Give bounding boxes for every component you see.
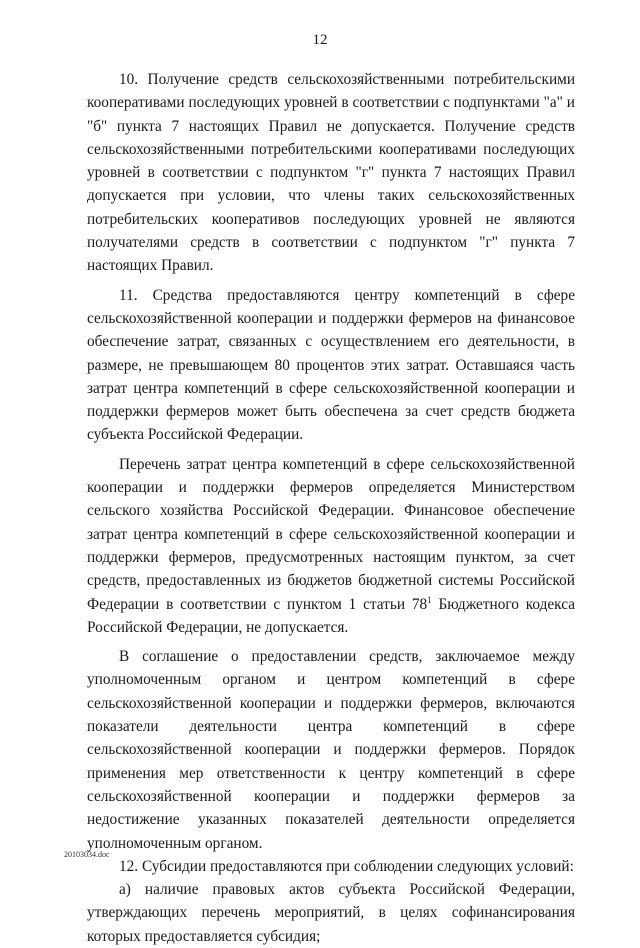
paragraph-12: 12. Субсидии предоставляются при соблюдении следующих условий: <box>119 857 574 875</box>
paragraph-11-expense-list-text: Перечень затрат центра компетенций в сфере сельскохозяйственной кооперации и поддержки фермеров определяется Министерством сельского хозяйства Российской Федерации. Финансовое обеспечение затрат центра компетенций в сфере сельскохозяйственной кооперации и поддержки фермеров, предусмотренных настоящим пунктом, за счет средств, предоставленных из бюджетов бюджетной системы Российской Федерации в соответствии с пунктом 1 статьи 78 <box>87 455 575 613</box>
paragraph-11-agreement: В соглашение о предоставлении средств, заключаемое между уполномоченным органом и центром компетенций в сфере сельскохозяйственной кооперации и поддержки фермеров, включаются показатели деятельности центра компетенций в сфере сельскохозяйственной кооперации и поддержки фермеров. Порядок применения мер ответственности к центру компетенций в сфере сельскохозяйственной кооперации и поддержки фермеров за недостижение указанных показателей деятельности определяется уполномоченным органом. <box>87 648 575 852</box>
article-superscript: 1 <box>427 594 432 605</box>
page-number: 12 <box>312 32 328 48</box>
paragraph-10: 10. Получение средств сельскохозяйственными потребительскими кооперативами последующих уровней в соответствии с подпунктами "а" и "б" пункта 7 настоящих Правил не допускается. Получение средств сельскохозяйственными потребительскими кооперативами последующих уровней в соответствии с подпунктом "г" пункта 7 настоящих Правил допускается при условии, что члены таких сельскохозяйственных потребительских кооперативов последующих уровней не являются получателями средств в соответствии с подпунктом "г" пункта 7 настоящих Правил. <box>87 71 575 275</box>
footer-filename: 20103034.doc <box>64 850 110 859</box>
paragraph-11-expense-list <box>87 453 575 639</box>
paragraph-11-expense-list-text-end: Бюджетного кодекса Российской Федерации, не допускается. <box>87 595 575 636</box>
paragraph-12-item-a: а) наличие правовых актов субъекта Российской Федерации, утверждающих перечень мероприятий, в целях софинансирования которых предоставляется субсидия; <box>87 881 575 945</box>
document-body <box>87 68 575 948</box>
paragraph-11: 11. Средства предоставляются центру компетенций в сфере сельскохозяйственной кооперации и поддержки фермеров на финансовое обеспечение затрат, связанных с осуществлением его деятельности, в размере, не превышающем 80 процентов этих затрат. Оставшаяся часть затрат центра компетенций в сфере сельскохозяйственной кооперации и поддержки фермеров может быть обеспечена за счет средств бюджета субъекта Российской Федерации. <box>87 286 575 444</box>
